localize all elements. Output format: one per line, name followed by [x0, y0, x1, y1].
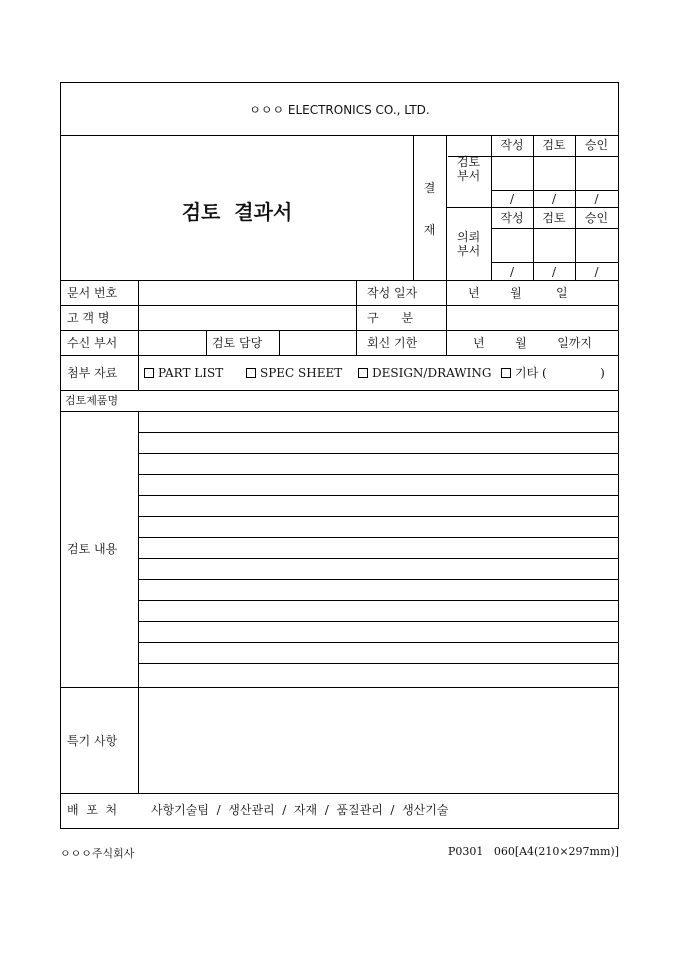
attachment-option-other[interactable]: 기타 ( ): [501, 366, 605, 380]
checkbox-icon[interactable]: [358, 368, 368, 378]
request-dept-label: 의뢰 부서: [457, 230, 481, 258]
distribution-label: 배 포 처: [67, 803, 118, 817]
attachments-label: 첨부 자료: [67, 366, 118, 380]
divider: [138, 579, 618, 580]
reply-deadline-label: 회신 기한: [367, 336, 418, 350]
review-content-label: 검토 내용: [67, 542, 118, 556]
divider: [61, 355, 618, 356]
divider: [279, 330, 280, 355]
divider: [138, 516, 618, 517]
review-date-slash: /: [509, 192, 515, 206]
company-header: ㅇㅇㅇ ELECTRONICS CO., LTD.: [249, 103, 430, 117]
special-notes-label: 특기 사항: [67, 734, 118, 748]
divider: [138, 495, 618, 496]
divider: [138, 642, 618, 643]
review-col-written: 작성: [500, 138, 524, 152]
checkbox-icon[interactable]: [144, 368, 154, 378]
receiving-dept-label: 수신 부서: [67, 336, 118, 350]
divider: [138, 453, 618, 454]
divider: [138, 663, 618, 664]
review-col-reviewed: 검토: [542, 138, 566, 152]
divider: [61, 411, 618, 412]
divider: [533, 135, 534, 280]
divider: [446, 135, 447, 280]
review-dept-label: 검토 부서: [457, 155, 481, 183]
attachment-option-part-list[interactable]: PART LIST: [144, 366, 223, 380]
review-col-approved: 승인: [584, 138, 609, 152]
request-col-reviewed: 검토: [542, 211, 566, 225]
divider: [138, 621, 618, 622]
divider: [491, 228, 618, 229]
divider: [138, 432, 618, 433]
footer-doc-code: P0301 060[A4(210×297mm)]: [447, 845, 619, 858]
divider: [138, 600, 618, 601]
reply-deadline-field[interactable]: 년 월 일까지: [473, 336, 592, 350]
request-col-written: 작성: [500, 211, 524, 225]
divider: [491, 135, 492, 280]
request-date-slash: /: [509, 265, 515, 279]
footer-company: ㅇㅇㅇ주식회사: [60, 847, 135, 860]
divider: [138, 280, 139, 391]
divider: [491, 190, 618, 191]
review-result-form: [60, 82, 619, 829]
divider: [206, 330, 207, 355]
category-label: 구 분: [367, 311, 414, 325]
distribution-list: 사항기술팀 / 생산관리 / 자재 / 품질관리 / 생산기술: [151, 803, 449, 817]
divider: [575, 135, 576, 280]
divider: [61, 390, 618, 391]
customer-label: 고 객 명: [67, 311, 110, 325]
review-date-slash: /: [551, 192, 557, 206]
divider: [138, 474, 618, 475]
attachment-option-design-drawing[interactable]: DESIGN/DRAWING: [358, 366, 491, 380]
divider: [356, 280, 357, 355]
request-date-slash: /: [551, 265, 557, 279]
divider: [491, 262, 618, 263]
written-date-label: 작성 일자: [367, 286, 418, 300]
reviewer-label: 검토 담당: [212, 336, 263, 350]
divider: [413, 135, 414, 280]
divider: [61, 135, 618, 136]
written-date-field[interactable]: 년 월 일: [468, 286, 568, 300]
divider: [61, 280, 618, 281]
request-col-approved: 승인: [584, 211, 609, 225]
divider: [138, 411, 139, 793]
attachment-option-spec-sheet[interactable]: SPEC SHEET: [246, 366, 342, 380]
review-date-slash: /: [594, 192, 599, 206]
divider: [61, 687, 618, 688]
divider: [446, 280, 447, 355]
product-name-label: 검토제품명: [65, 394, 119, 407]
form-title: 검토 결과서: [181, 200, 293, 224]
divider: [138, 558, 618, 559]
approval-label-bottom: 재: [423, 223, 436, 237]
divider: [61, 330, 618, 331]
divider: [138, 537, 618, 538]
checkbox-icon[interactable]: [501, 368, 511, 378]
approval-label-top: 결: [423, 181, 436, 195]
checkbox-icon[interactable]: [246, 368, 256, 378]
divider: [446, 207, 618, 208]
divider: [61, 305, 618, 306]
divider: [61, 793, 618, 794]
doc-no-label: 문서 번호: [67, 286, 118, 300]
request-date-slash: /: [594, 265, 599, 279]
